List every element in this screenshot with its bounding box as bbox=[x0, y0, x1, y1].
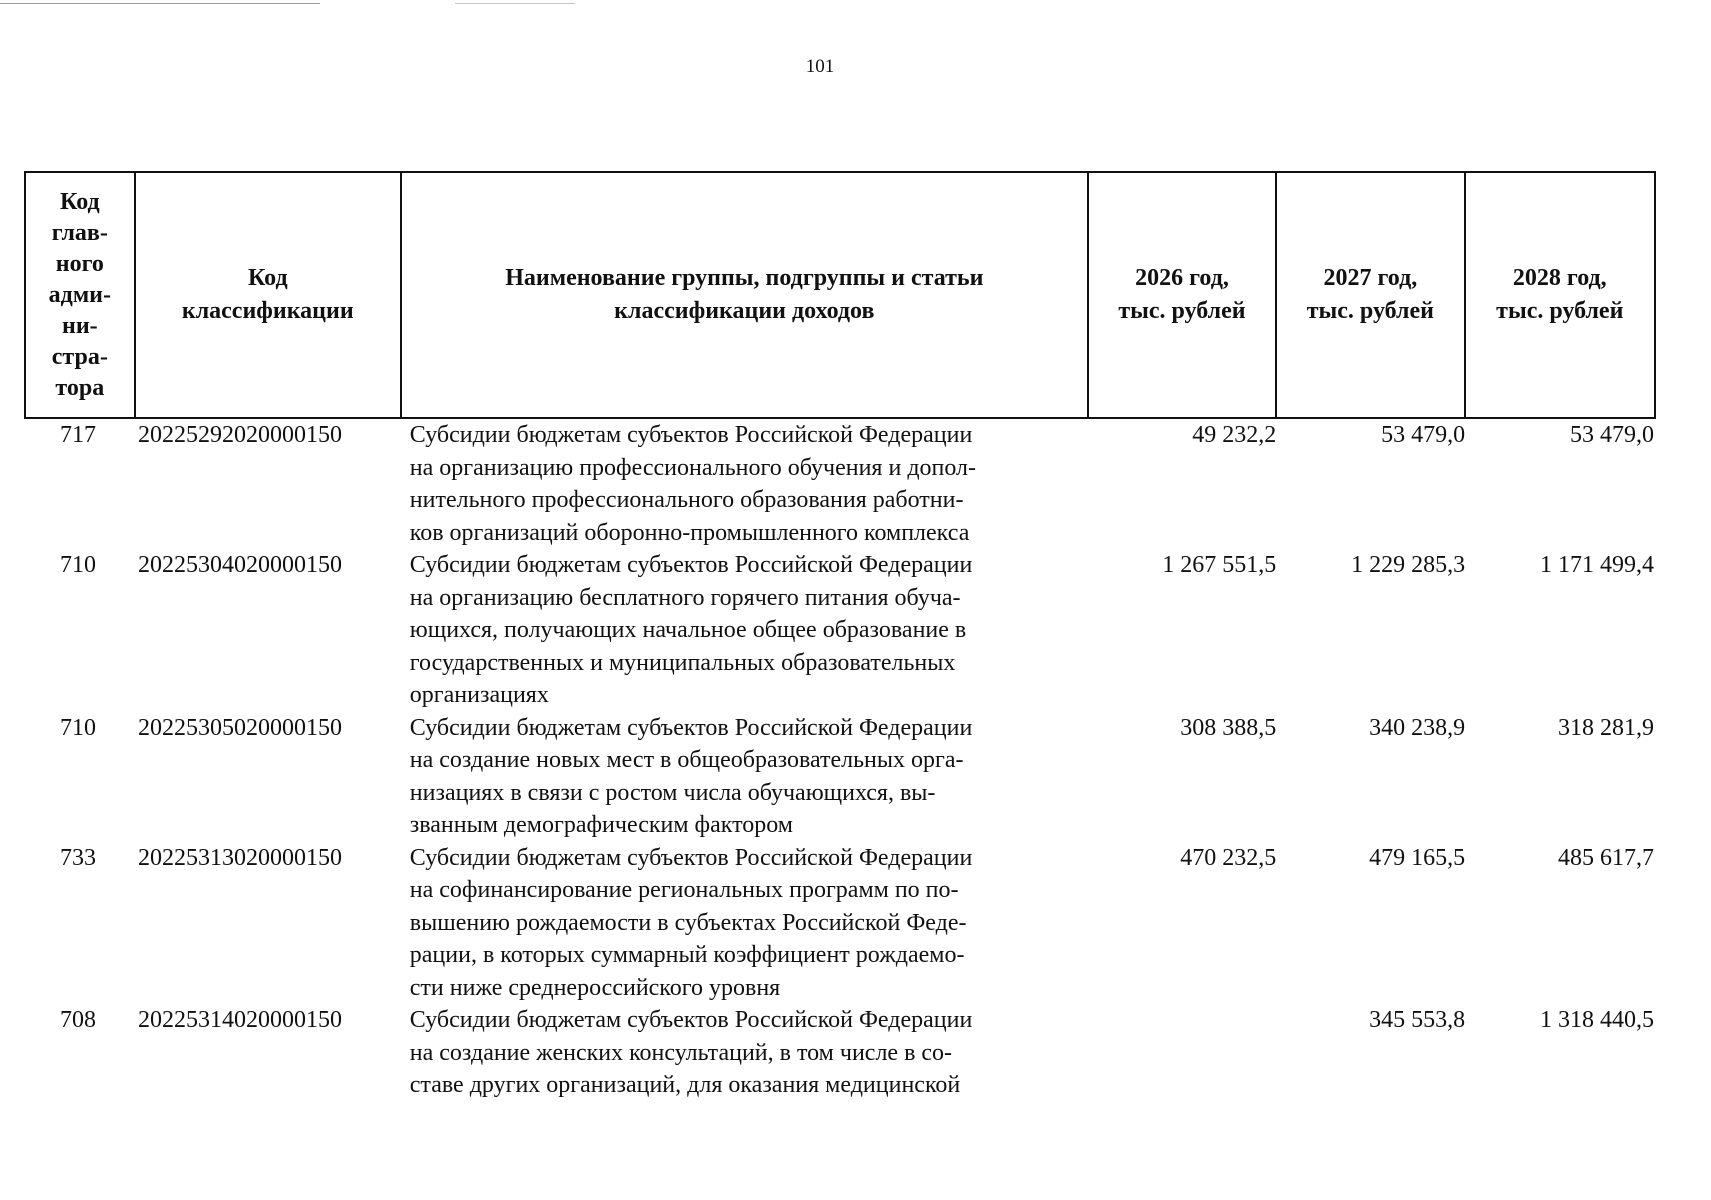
amount-2026-cell: 308 388,5 bbox=[1180, 714, 1277, 741]
header-year-2026: 2026 год, тыс. рублей bbox=[1089, 173, 1277, 417]
table-row bbox=[24, 712, 1656, 842]
table-row bbox=[24, 1004, 1656, 1102]
classification-code-cell: 20225304020000150 bbox=[137, 552, 342, 578]
admin-code-cell: 708 bbox=[59, 1007, 96, 1033]
amount-2026-cell: 470 232,5 bbox=[1180, 844, 1277, 871]
income-name-cell: Субсидии бюджетам субъектов Российской Федерации на организацию бесплатного горячего питания обуча- ющихся, получающих начальное общее образование в государственных и муниципальных образовательных организациях bbox=[409, 552, 973, 708]
amount-2026-cell: 1 267 551,5 bbox=[1162, 552, 1277, 578]
amount-2027-cell: 1 229 285,3 bbox=[1351, 552, 1466, 578]
classification-code-cell: 20225292020000150 bbox=[137, 422, 342, 448]
page-number: 101 bbox=[805, 56, 835, 77]
amount-2028-cell: 1 318 440,5 bbox=[1540, 1007, 1655, 1033]
amount-2027-cell: 479 165,5 bbox=[1369, 844, 1466, 871]
amount-2027-cell: 53 479,0 bbox=[1381, 422, 1466, 448]
amount-2027-cell: 345 553,8 bbox=[1369, 1007, 1466, 1033]
amount-2028-cell: 485 617,7 bbox=[1558, 844, 1655, 871]
classification-code-cell: 20225314020000150 bbox=[137, 1007, 342, 1033]
amount-2028-cell: 318 281,9 bbox=[1558, 714, 1655, 741]
header-income-name: Наименование группы, подгруппы и статьи классификации доходов bbox=[402, 173, 1089, 417]
amount-2026-cell: 49 232,2 bbox=[1192, 422, 1277, 448]
income-name-cell: Субсидии бюджетам субъектов Российской Федерации на организацию профессионального обучения и допол- нительного профессионального образования работни- ков организаций оборонно-промышленного комплекса bbox=[409, 422, 977, 546]
table-header bbox=[24, 171, 1656, 419]
header-classification-code: Код классификации bbox=[136, 173, 402, 417]
admin-code-cell: 710 bbox=[59, 552, 96, 578]
income-name-cell: Субсидии бюджетам субъектов Российской Федерации на создание женских консультаций, в том числе в со- ставе других организаций, для оказания медицинской bbox=[409, 1007, 973, 1098]
admin-code-cell: 710 bbox=[59, 714, 96, 741]
admin-code-cell: 717 bbox=[59, 422, 96, 448]
income-name-cell: Субсидии бюджетам субъектов Российской Федерации на софинансирование региональных программ по по- вышению рождаемости в субъектах Российской Феде- рации, в которых суммарный коэффициент рождаемо- сти ниже среднероссийского уровня bbox=[409, 844, 973, 1001]
scan-artifact-line bbox=[455, 3, 575, 4]
table-row bbox=[24, 842, 1656, 1005]
amount-2027-cell: 340 238,9 bbox=[1369, 714, 1466, 741]
amount-2028-cell: 53 479,0 bbox=[1570, 422, 1655, 448]
admin-code-cell: 733 bbox=[59, 844, 96, 871]
table-row bbox=[24, 549, 1656, 712]
amount-2026-cell bbox=[1089, 1004, 1278, 1102]
scan-artifact-line bbox=[0, 3, 320, 4]
amount-2028-cell: 1 171 499,4 bbox=[1540, 552, 1655, 578]
table-body bbox=[24, 419, 1656, 1102]
header-admin-code: Код глав- ного адми- ни- стра- тора bbox=[26, 173, 136, 417]
table-row bbox=[24, 419, 1656, 549]
classification-code-cell: 20225305020000150 bbox=[137, 714, 342, 741]
income-name-cell: Субсидии бюджетам субъектов Российской Федерации на создание новых мест в общеобразовательных орга- низациях в связи с ростом числа обучающихся, вы- званным демографическим фактором bbox=[409, 714, 973, 838]
classification-code-cell: 20225313020000150 bbox=[137, 844, 342, 871]
header-year-2028: 2028 год, тыс. рублей bbox=[1496, 265, 1624, 324]
header-year-2027: 2027 год, тыс. рублей bbox=[1277, 173, 1465, 417]
